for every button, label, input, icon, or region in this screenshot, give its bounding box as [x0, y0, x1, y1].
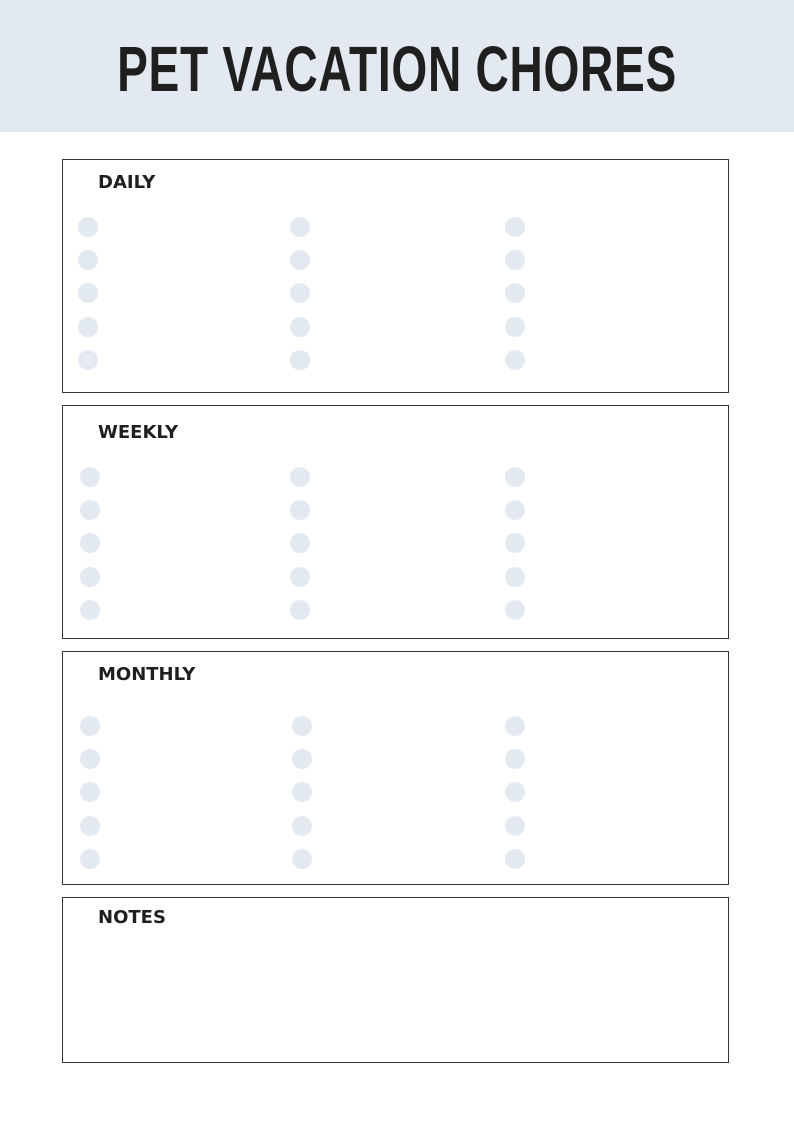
weekly-checkbox[interactable]: [505, 567, 525, 587]
daily-checkbox[interactable]: [290, 217, 310, 237]
monthly-checkbox[interactable]: [505, 816, 525, 836]
monthly-checkbox[interactable]: [80, 749, 100, 769]
weekly-checkbox[interactable]: [505, 467, 525, 487]
monthly-checkbox[interactable]: [80, 816, 100, 836]
weekly-checkbox[interactable]: [80, 500, 100, 520]
monthly-checkbox[interactable]: [292, 849, 312, 869]
daily-section-title: DAILY: [98, 172, 156, 193]
daily-checkbox[interactable]: [505, 250, 525, 270]
daily-checkbox[interactable]: [290, 350, 310, 370]
monthly-checkbox[interactable]: [292, 716, 312, 736]
daily-checkbox[interactable]: [505, 350, 525, 370]
monthly-checkbox[interactable]: [80, 849, 100, 869]
monthly-checkbox[interactable]: [292, 749, 312, 769]
page-title: PET VACATION CHORES: [117, 33, 677, 105]
daily-checkbox[interactable]: [78, 317, 98, 337]
weekly-checkbox[interactable]: [290, 467, 310, 487]
daily-section: [62, 159, 729, 393]
daily-checkbox[interactable]: [78, 283, 98, 303]
notes-section: [62, 897, 729, 1063]
weekly-checkbox[interactable]: [290, 533, 310, 553]
notes-section-title: NOTES: [98, 907, 166, 928]
weekly-checkbox[interactable]: [290, 500, 310, 520]
daily-checkbox[interactable]: [505, 217, 525, 237]
monthly-checkbox[interactable]: [505, 849, 525, 869]
daily-checkbox[interactable]: [290, 283, 310, 303]
weekly-checkbox[interactable]: [80, 533, 100, 553]
daily-checkbox[interactable]: [505, 283, 525, 303]
weekly-checkbox[interactable]: [505, 533, 525, 553]
weekly-checkbox[interactable]: [505, 500, 525, 520]
weekly-section-title: WEEKLY: [98, 422, 179, 443]
weekly-checkbox[interactable]: [80, 600, 100, 620]
weekly-checkbox[interactable]: [505, 600, 525, 620]
monthly-checkbox[interactable]: [292, 816, 312, 836]
monthly-section: [62, 651, 729, 885]
daily-checkbox[interactable]: [78, 350, 98, 370]
daily-checkbox[interactable]: [290, 317, 310, 337]
weekly-checkbox[interactable]: [290, 600, 310, 620]
weekly-checkbox[interactable]: [290, 567, 310, 587]
weekly-checkbox[interactable]: [80, 467, 100, 487]
header-banner: [0, 0, 794, 132]
monthly-checkbox[interactable]: [80, 716, 100, 736]
daily-checkbox[interactable]: [78, 250, 98, 270]
weekly-checkbox[interactable]: [80, 567, 100, 587]
monthly-checkbox[interactable]: [505, 782, 525, 802]
monthly-checkbox[interactable]: [505, 749, 525, 769]
daily-checkbox[interactable]: [290, 250, 310, 270]
monthly-section-title: MONTHLY: [98, 664, 196, 685]
daily-checkbox[interactable]: [505, 317, 525, 337]
monthly-checkbox[interactable]: [80, 782, 100, 802]
monthly-checkbox[interactable]: [292, 782, 312, 802]
weekly-section: [62, 405, 729, 639]
monthly-checkbox[interactable]: [505, 716, 525, 736]
daily-checkbox[interactable]: [78, 217, 98, 237]
